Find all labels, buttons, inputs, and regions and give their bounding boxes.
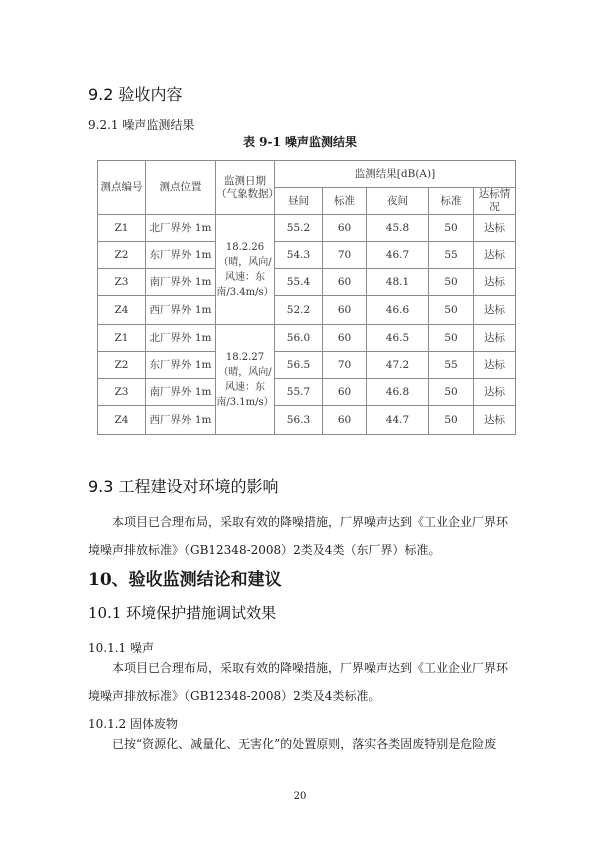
section-9-3-heading: 9.3 工程建设对环境的影响 — [88, 477, 279, 496]
location: 南厂界外 1m — [146, 269, 216, 296]
night-standard: 50 — [429, 215, 474, 242]
status: 达标 — [474, 242, 516, 269]
section-9-3-body: 本项目已合理布局，采取有效的降噪措施，厂界噪声达到《工业企业厂界环境噪声排放标准》（GB12348-2008）2类及4类（东厂界）标准。 — [88, 515, 509, 557]
day-standard: 60 — [323, 325, 367, 352]
location: 南厂界外 1m — [146, 379, 216, 406]
point-id: Z4 — [98, 296, 146, 325]
day-value: 56.3 — [275, 406, 323, 435]
night-value: 46.8 — [367, 379, 429, 406]
day-standard: 60 — [323, 406, 367, 435]
section-10-1-1-heading: 10.1.1 噪声 — [88, 641, 154, 655]
table-row — [98, 296, 516, 325]
day-value: 52.2 — [275, 296, 323, 325]
status: 达标 — [474, 269, 516, 296]
header-status: 达标情况 — [474, 188, 516, 215]
page-number: 20 — [293, 791, 307, 802]
section-9-2-1-heading: 9.2.1 噪声监测结果 — [88, 118, 195, 132]
location: 北厂界外 1m — [146, 215, 216, 242]
day-value: 55.4 — [275, 269, 323, 296]
point-id: Z1 — [98, 215, 146, 242]
point-id: Z2 — [98, 242, 146, 269]
header-point-id: 测点编号 — [98, 161, 146, 215]
day-value: 56.5 — [275, 352, 323, 379]
table-row — [98, 269, 516, 296]
point-id: Z4 — [98, 406, 146, 435]
header-night: 夜间 — [367, 188, 429, 215]
night-standard: 55 — [429, 242, 474, 269]
night-standard: 50 — [429, 325, 474, 352]
location: 北厂界外 1m — [146, 325, 216, 352]
night-value: 46.5 — [367, 325, 429, 352]
night-value: 47.2 — [367, 352, 429, 379]
night-value: 44.7 — [367, 406, 429, 435]
day-value: 55.2 — [275, 215, 323, 242]
night-standard: 55 — [429, 352, 474, 379]
day-standard: 70 — [323, 352, 367, 379]
table-row — [98, 406, 516, 435]
section-10-1-1-body: 本项目已合理布局，采取有效的降噪措施，厂界噪声达到《工业企业厂界环境噪声排放标准》（GB12348-2008）2类及4类标准。 — [88, 661, 509, 703]
point-id: Z2 — [98, 352, 146, 379]
table-row — [98, 352, 516, 379]
table-caption: 表 9-1 噪声监测结果 — [242, 135, 358, 149]
monitoring-date: 18.2.26（晴，风向/风速：东南/3.4m/s） — [216, 215, 275, 325]
status: 达标 — [474, 406, 516, 435]
point-id: Z1 — [98, 325, 146, 352]
point-id: Z3 — [98, 379, 146, 406]
location: 东厂界外 1m — [146, 242, 216, 269]
day-standard: 60 — [323, 296, 367, 325]
day-value: 55.7 — [275, 379, 323, 406]
location: 东厂界外 1m — [146, 352, 216, 379]
section-10-heading: 10、验收监测结论和建议 — [88, 570, 282, 590]
table-row — [98, 379, 516, 406]
status: 达标 — [474, 325, 516, 352]
header-date: 监测日期（气象数据） — [216, 161, 275, 215]
section-10-1-2-body: 已按“资源化、减量化、无害化”的处置原则，落实各类固废特别是危险废 — [112, 737, 497, 751]
noise-monitoring-table — [97, 160, 516, 435]
night-value: 46.7 — [367, 242, 429, 269]
night-value: 48.1 — [367, 269, 429, 296]
day-value: 54.3 — [275, 242, 323, 269]
location: 西厂界外 1m — [146, 406, 216, 435]
day-standard: 60 — [323, 379, 367, 406]
header-day-standard: 标准 — [323, 188, 367, 215]
night-standard: 50 — [429, 406, 474, 435]
section-10-1-heading: 10.1 环境保护措施调试效果 — [88, 604, 277, 622]
status: 达标 — [474, 296, 516, 325]
table-row — [98, 215, 516, 242]
section-9-2-heading: 9.2 验收内容 — [88, 85, 183, 104]
table-row — [98, 242, 516, 269]
night-standard: 50 — [429, 296, 474, 325]
point-id: Z3 — [98, 269, 146, 296]
day-standard: 60 — [323, 215, 367, 242]
header-location: 测点位置 — [146, 161, 216, 215]
night-standard: 50 — [429, 379, 474, 406]
status: 达标 — [474, 379, 516, 406]
night-standard: 50 — [429, 269, 474, 296]
table-row — [98, 325, 516, 352]
night-value: 46.6 — [367, 296, 429, 325]
status: 达标 — [474, 352, 516, 379]
location: 西厂界外 1m — [146, 296, 216, 325]
header-results: 监测结果[dB(A)] — [275, 161, 516, 188]
day-standard: 60 — [323, 269, 367, 296]
day-standard: 70 — [323, 242, 367, 269]
status: 达标 — [474, 215, 516, 242]
day-value: 56.0 — [275, 325, 323, 352]
night-value: 45.8 — [367, 215, 429, 242]
section-10-1-2-heading: 10.1.2 固体废物 — [88, 717, 178, 731]
header-night-standard: 标准 — [429, 188, 474, 215]
monitoring-date: 18.2.27（晴，风向/风速：东南/3.1m/s） — [216, 325, 275, 435]
header-day: 昼间 — [275, 188, 323, 215]
